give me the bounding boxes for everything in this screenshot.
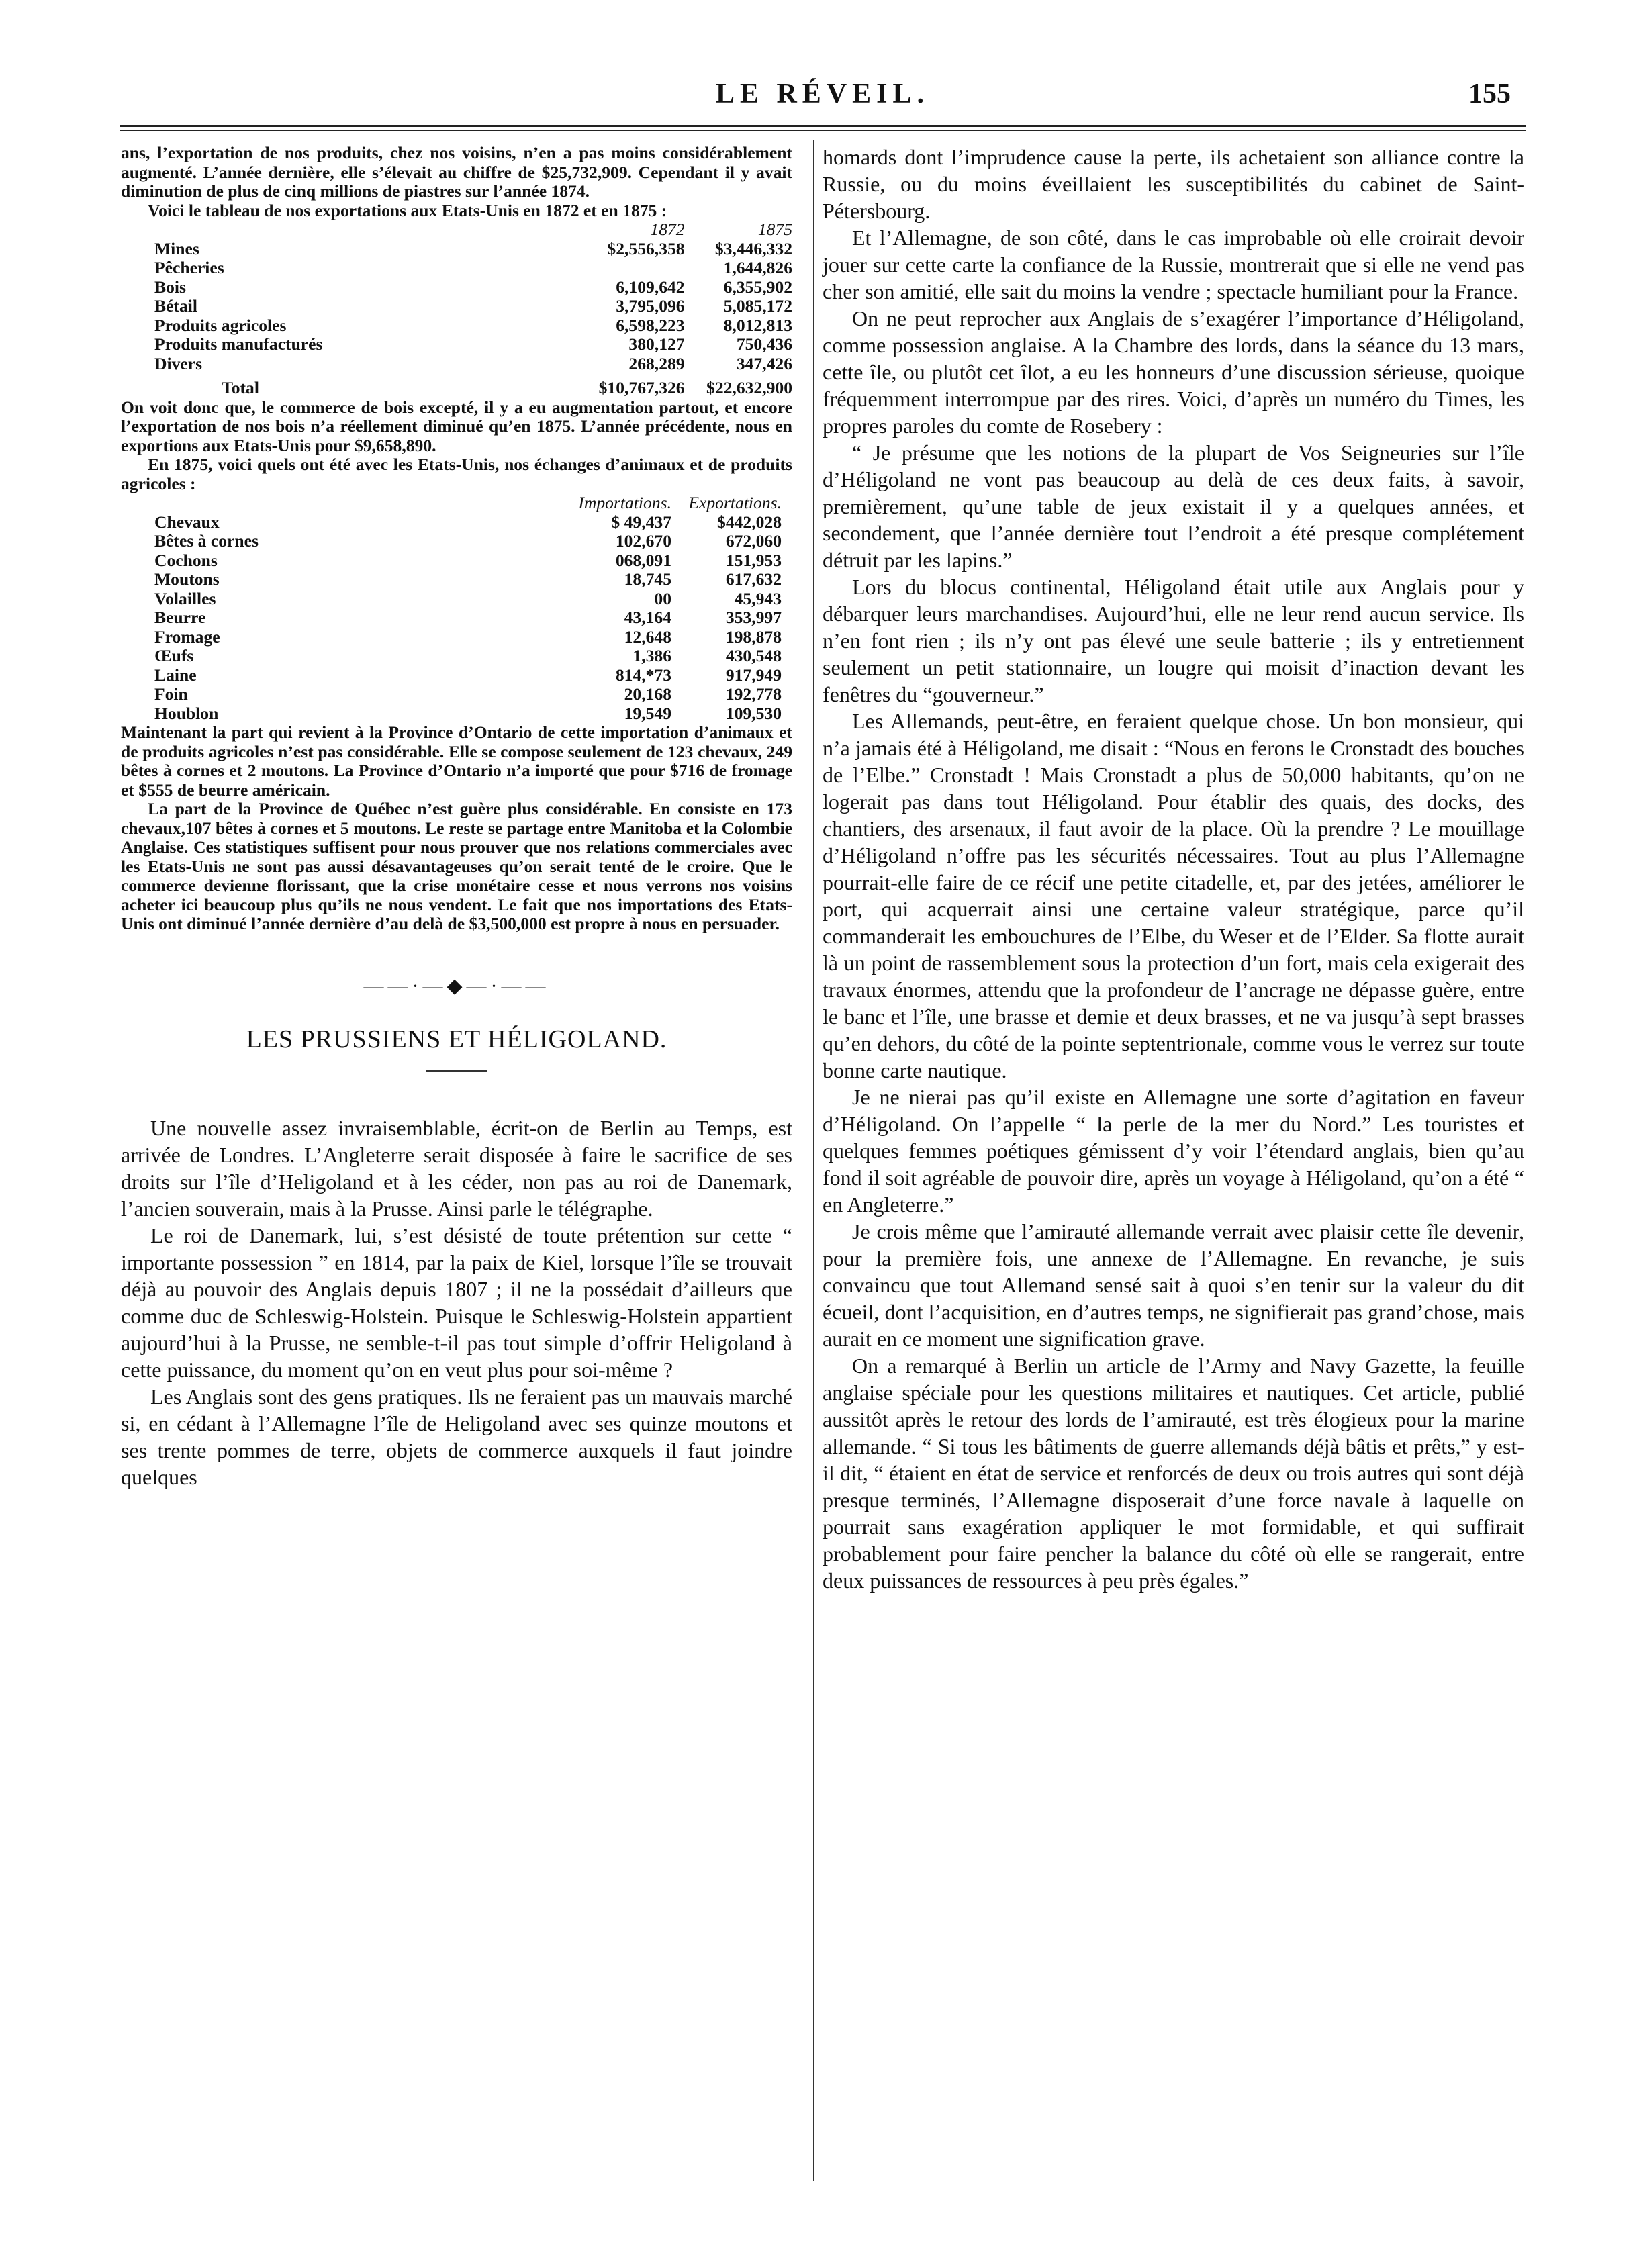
header-rule xyxy=(120,125,1526,127)
table-header-row xyxy=(121,493,782,513)
paragraph: Maintenant la part qui revient à la Province d’Ontario de cette importation d’animaux et de produits agricoles n’est pas considérable. Elle se compose seulement de 123 chevaux, 249 bêtes à cornes et 2 moutons. La Province d’Ontario n’a importé que pour $716 de fromage et $555 de beurre américain. xyxy=(121,722,792,800)
paragraph: En 1875, voici quels ont été avec les Etats-Unis, nos échanges d’animaux et de produits agricoles : xyxy=(121,455,792,493)
paragraph: On ne peut reprocher aux Anglais de s’exagérer l’importance d’Héligoland, comme possession anglaise. A la Chambre des lords, dans la séance du 13 mars, cette île, ou plutôt cet îlot, a eu les honneurs d’une discussion sérieuse, quoique fréquemment interrompue par des rires. Voici, d’après un numéro du Times, les propres paroles du comte de Rosebery : xyxy=(823,306,1524,438)
paragraph: ans, l’exportation de nos produits, chez nos voisins, n’en a pas moins considérablement augmenté. L’année dernière, elle s’élevait au chiffre de $25,732,909. Cependant il y avait diminution de plus de cinq millions de piastres sur l’année 1874. xyxy=(121,143,792,201)
table-row: Divers 268,289 347,426 xyxy=(154,353,792,373)
paragraph: La part de la Province de Québec n’est guère plus considérable. En consiste en 173 chevaux,107 bêtes à cornes et 5 moutons. Le reste se partage entre Manitoba et la Colombie Anglaise. Ces statistiques suffisent pour nous prouver que nos relations commerciales avec les Etats-Unis ne sont pas aussi désavantageuses qu’on serait tenté de le croire. Que le commerce devienne florissant, que la crise monétaire cesse et nous verrons nos voisins acheter ici beaucoup plus qu’ils ne nous vendent. Le fait que nos importations des Etats-Unis ont diminué l’année dernière d’au delà de $3,500,000 est propre à nous en persuader. xyxy=(121,799,792,933)
table-row: Pêcheries 1,644,826 xyxy=(154,258,792,277)
page-header xyxy=(121,73,1524,126)
quotation: “ Je présume que les notions de la plupart de Vos Seigneuries sur l’île d’Héligoland ne vont pas beaucoup au delà de ces deux faits, à savoir, premièrement, qu’une table de jeux existait il y a quelques années, et secondement, que l’année dernière tout l’endroit a été presque complétement détruit par les lapins.” xyxy=(823,440,1524,572)
table-row: Bois 6,109,642 6,355,902 xyxy=(154,277,792,297)
paragraph: Les Allemands, peut-être, en feraient quelque chose. Un bon monsieur, qui n’a jamais été à Héligoland, me disait : “Nous en ferons le Cronstadt des bouches de l’Elbe.” Cronstadt ! Mais Cronstadt a plus de 50,000 habitants, qu’on ne logerait pas dans tout Héligoland. Pour établir des quais, des docks, des chantiers, des arsenaux, il faut avoir de la place. Où la prendre ? Le mouillage d’Héligoland n’offre pas les sécurités nécessaires. Tout au plus l’Allemagne pourrait-elle faire de ce récif une petite citadelle, et, par des jetées, améliorer le port, qui acquerrait ainsi une certaine valeur stratégique, parce qu’il commanderait les embouchures de l’Elbe, du Weser et de l’Elder. Sa flotte aurait là un point de rassemblement sous la protection d’un fort, mais cela exigerait des travaux énormes, attendu que la profondeur de l’ancrage ne dépasse guère, entre le banc et l’île, une brasse et demie et deux brasses, et ne va jusqu’à sept brasses qu’en dehors, du côté de la pointe septentrionale, comme vous le verrez sur toute bonne carte nautique. xyxy=(823,709,1524,1082)
table-row: Foin 20,168 192,778 xyxy=(154,684,782,704)
paragraph: On voit donc que, le commerce de bois excepté, il y a eu augmentation partout, et encore l’exportation de nos bois n’a réellement diminué qu’en 1875. L’année précédente, nous en exportions aux Etats-Unis pour $9,658,890. xyxy=(121,397,792,455)
table-row: Chevaux $ 49,437 $442,028 xyxy=(154,512,782,532)
paragraph: Le roi de Danemark, lui, s’est désisté de toute prétention sur cette “ importante possession ” en 1814, par la paix de Kiel, lorsque l’île se trouvait déjà au pouvoir des Anglais depuis 1807 ; il ne la possédait d’ailleurs que comme duc de Schleswig-Holstein. Puisque le Schleswig-Holstein appartient aujourd’hui à la Prusse, ne semble-t-il pas tout simple d’offrir Heligoland à cette puissance, du moment qu’on en veut plus pour soi-même ? xyxy=(121,1223,792,1382)
table-row: Produits manufacturés 380,127 750,436 xyxy=(154,334,792,354)
table-header-row xyxy=(121,220,792,240)
table-row: Moutons 18,745 617,632 xyxy=(154,569,782,589)
article-title: LES PRUSSIENS ET HÉLIGOLAND. xyxy=(246,1025,667,1053)
paragraph: Une nouvelle assez invraisemblable, écrit-on de Berlin au Temps, est arrivée de Londres. L’Angleterre serait disposée à faire le sacrifice de ses droits sur l’île d’Heligoland et à les céder, non pas au roi de Danemark, l’ancien souverain, mais à la Prusse. Ainsi parle le télégraphe. xyxy=(121,1115,792,1221)
table-row: Produits agricoles 6,598,223 8,012,813 xyxy=(154,315,792,335)
page-number: 155 xyxy=(1468,79,1511,109)
table-row: Beurre 43,164 353,997 xyxy=(154,608,782,627)
header-rule-thin xyxy=(120,130,1526,131)
paragraph: On a remarqué à Berlin un article de l’Army and Navy Gazette, la feuille anglaise spéciale pour les questions militaires et nautiques. Cet article, publié aussitôt après le retour des lords de l’amirauté, est très élogieux pour la marine allemande. “ Si tous les bâtiments de guerre allemands déjà bâtis et prêts,” y est-il dit, “ étaient en état de service et renforcés de deux ou trois autres qui sont déjà presque terminés, l’Allemagne disposerait d’une force navale à laquelle on pourrait sans exagération appliquer le mot formidable, et qui suffirait probablement pour faire pencher la balance du côté où elle se rangerait, entre deux puissances de ressources à peu près égales.” xyxy=(823,1354,1524,1593)
column-header: Exportations. xyxy=(688,493,782,512)
table-row: Bêtes à cornes 102,670 672,060 xyxy=(154,531,782,551)
journal-title: LE RÉVEIL. xyxy=(715,79,930,109)
paragraph: Je crois même que l’amirauté allemande verrait avec plaisir cette île devenir, pour la première fois, une annexe de l’Allemagne. En revanche, je suis convaincu que tout Allemand sensé sait à quoi s’en tenir sur la valeur du dit écueil, dont l’acquisition, en d’autres temps, ne signifierait pas grand’chose, mais aurait en ce moment une signification grave. xyxy=(823,1219,1524,1351)
table-row: Œufs 1,386 430,548 xyxy=(154,646,782,665)
section-ornament: ——·—◆—·—— xyxy=(363,974,550,997)
table-row: Houblon 19,549 109,530 xyxy=(154,703,782,723)
table-row: Cochons 068,091 151,953 xyxy=(154,550,782,570)
table-row: Mines $2,556,358 $3,446,332 xyxy=(154,238,792,258)
paragraph: Je ne nierai pas qu’il existe en Allemagne une sorte d’agitation en faveur d’Héligoland. On l’appelle “ la perle de la mer du Nord.” Les touristes et quelques femmes poétiques gémissent d’y voir l’étendard anglais, bien qu’au fond il soit agréable de pouvoir dire, après un voyage à Héligoland, qu’on a été “ en Angleterre.” xyxy=(823,1085,1524,1217)
paragraph: Et l’Allemagne, de son côté, dans le cas improbable où elle croirait devoir jouer sur cette carte la confiance de la Russie, montrerait que si elle ne vend pas cher son amitié, elle sait du moins la vendre ; spectacle humiliant pour la France. xyxy=(823,226,1524,303)
right-column xyxy=(823,144,1524,1594)
paragraph: Lors du blocus continental, Héligoland était utile aux Anglais pour y débarquer leurs marchandises. Aujourd’hui, elle ne leur rend aucun service. Ils n’en font rien ; ils n’y ont pas élevé une seule batterie ; ils y entretiennent seulement un petit stationnaire, un lougre qui moisit d’inaction devant les fenêtres du “gouverneur.” xyxy=(823,575,1524,706)
paragraph: homards dont l’imprudence cause la perte, ils achetaient son alliance contre la Russie, ou du moins éveillaient les susceptibilités du cabinet de Saint-Pétersbourg. xyxy=(823,145,1524,223)
exports-section xyxy=(121,144,792,934)
left-column xyxy=(121,144,792,1491)
trade-table xyxy=(121,493,782,723)
paragraph: Voici le tableau de nos exportations aux Etats-Unis en 1872 et en 1875 : xyxy=(148,200,667,220)
table-row: Laine 814,*73 917,949 xyxy=(154,665,782,685)
table-row: Fromage 12,648 198,878 xyxy=(154,626,782,647)
article-body-left xyxy=(121,1115,792,1491)
table-row: Volailles 00 45,943 xyxy=(154,588,782,608)
title-rule xyxy=(426,1070,487,1072)
table-row: Bétail 3,795,096 5,085,172 xyxy=(154,296,792,316)
column-header: 1875 xyxy=(757,220,792,239)
column-header: 1872 xyxy=(650,220,685,239)
exports-table xyxy=(121,220,792,398)
column-divider xyxy=(813,140,814,2181)
column-header: Importations. xyxy=(578,493,671,512)
paragraph: Les Anglais sont des gens pratiques. Ils ne feraient pas un mauvais marché si, en cédant à l’Allemagne l’île de Heligoland avec ses quinze moutons et ses trente pommes de terre, objets de commerce auxquels il faut joindre quelques xyxy=(121,1384,792,1489)
article-body-right xyxy=(823,144,1524,1594)
table-total-row: Total $10,767,326 $22,632,900 xyxy=(222,378,792,397)
